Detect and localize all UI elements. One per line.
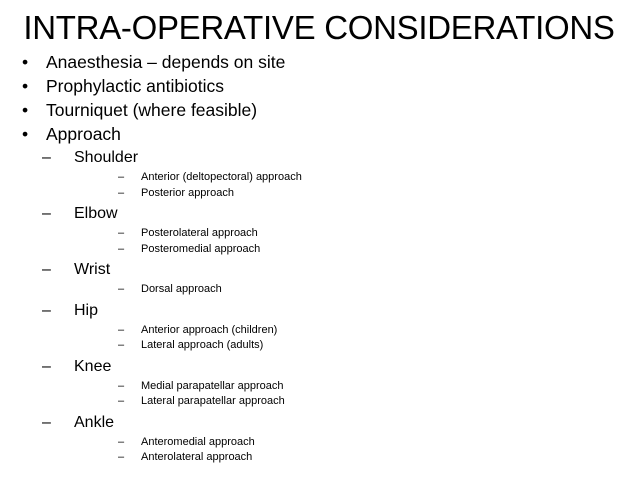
approach-item [20,450,620,466]
bullet-item [20,98,620,122]
approach-list [20,226,620,257]
bullet-icon: • [22,100,29,120]
approach-label: Posterolateral approach [141,227,258,239]
dash-icon: – [42,261,51,278]
approach-label: Anteromedial approach [141,435,255,448]
approach-item [20,282,620,298]
dash-icon: – [118,395,125,407]
site-label: Ankle [74,413,115,431]
bullet-icon: • [22,124,29,144]
approach-label: Anterolateral approach [141,451,253,463]
approach-site [20,259,620,280]
approach-site [20,147,620,168]
bullet-icon: • [22,52,29,72]
approach-label: Anterior approach (children) [141,323,278,336]
bullet-icon: • [22,76,29,96]
bullet-text: Approach [46,124,121,144]
site-label: Shoulder [74,149,139,166]
dash-icon: – [42,205,51,222]
approach-site [20,412,620,433]
approach-item [20,226,620,242]
approach-label: Dorsal approach [141,283,222,295]
site-label: Hip [74,301,99,319]
site-label: Wrist [74,261,111,278]
dash-icon: – [118,227,125,239]
dash-icon: – [118,283,125,295]
approach-item [20,323,620,339]
approach-list [20,435,620,466]
dash-icon: – [42,149,51,166]
dash-icon: – [118,242,125,255]
approach-item [20,242,620,258]
approach-list [20,170,620,201]
slide-title: INTRA-OPERATIVE CONSIDERATIONS [23,9,615,46]
approach-label: Lateral approach (adults) [141,339,264,351]
approach-label: Medial parapatellar approach [141,379,284,392]
dash-icon: – [118,379,125,392]
slide-content [20,50,620,468]
approach-item [20,186,620,202]
bullet-text: Anaesthesia – depends on site [46,52,286,72]
site-label: Elbow [74,205,118,222]
dash-icon: – [118,451,125,463]
approach-item [20,338,620,354]
approach-item [20,170,620,186]
approach-list [20,323,620,354]
site-label: Knee [74,357,112,375]
dash-icon: – [118,339,125,351]
approach-site [20,203,620,224]
approach-label: Anterior (deltopectoral) approach [141,171,302,183]
approach-item [20,394,620,410]
bullet-item [20,50,620,74]
dash-icon: – [42,413,51,431]
dash-icon: – [118,171,125,183]
approach-item [20,379,620,395]
approach-list [20,282,620,298]
dash-icon: – [118,186,125,199]
dash-icon: – [42,357,51,375]
approach-item [20,435,620,451]
approach-site [20,356,620,377]
dash-icon: – [42,301,51,319]
bullet-item [20,122,620,146]
dash-icon: – [118,323,125,336]
bullet-text: Tourniquet (where feasible) [46,100,258,120]
approach-list [20,379,620,410]
approach-label: Posterior approach [141,186,234,199]
approach-label: Lateral parapatellar approach [141,395,285,407]
bullet-item [20,74,620,98]
bullet-text: Prophylactic antibiotics [46,76,224,96]
approach-label: Posteromedial approach [141,242,261,255]
approach-site [20,300,620,321]
dash-icon: – [118,435,125,448]
